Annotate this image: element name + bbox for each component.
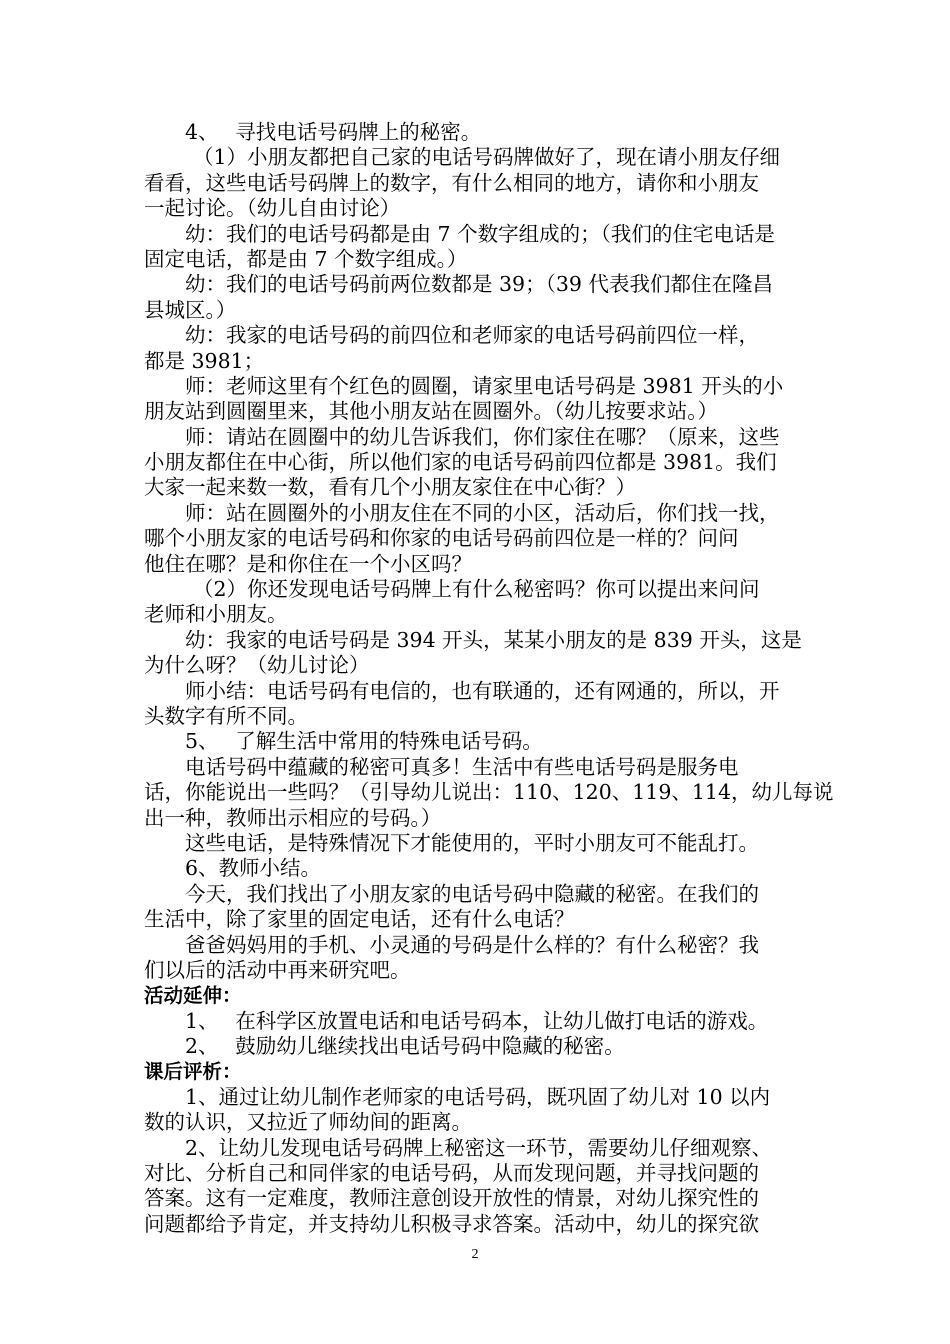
text-line: 今天，我们找出了小朋友家的电话号码中隐藏的秘密。在我们的 [185,881,759,906]
text-line: 们以后的活动中再来研究吧。 [144,957,411,982]
text-line: 县城区。） [144,297,237,322]
text-line: 答案。这有一定难度，教师注意创设开放性的情景，对幼儿探究性的 [144,1186,759,1211]
text-line: （2）你还发现电话号码牌上有什么秘密吗？你可以提出来问问 [193,577,760,602]
document-body [144,120,834,1237]
text-line: 幼：我家的电话号码是 394 开头，某某小朋友的是 839 开头，这是 [185,627,802,652]
text-line: 1、通过让幼儿制作老师家的电话号码，既巩固了幼儿对 10 以内 [185,1084,771,1109]
text-line: 看看，这些电话号码牌上的数字，有什么相同的地方，请你和小朋友 [144,170,759,195]
text-line: 生活中，除了家里的固定电话，还有什么电话？ [144,907,575,932]
section-heading: 课后评析： [144,1060,242,1084]
text-line: 为什么呀？（幼儿讨论） [144,653,370,678]
text-line: 哪个小朋友家的电话号码和你家的电话号码前四位是一样的？问问 [144,526,739,551]
text-line: 爸爸妈妈用的手机、小灵通的号码是什么样的？有什么秘密？我 [185,932,759,957]
text-line: （1）小朋友都把自己家的电话号码牌做好了，现在请小朋友仔细 [193,145,781,170]
text-line: 数的认识，又拉近了师幼间的距离。 [144,1110,472,1135]
text-line: 电话号码中蕴藏的秘密可真多！生活中有些电话号码是服务电 [185,754,739,779]
text-line: 5、 了解生活中常用的特殊电话号码。 [185,729,543,754]
text-line: 师小结：电话号码有电信的，也有联通的，还有网通的，所以，开 [185,678,780,703]
text-line: 出一种，教师出示相应的号码。） [144,805,442,830]
text-line: 话，你能说出一些吗？（引导幼儿说出：110、120、119、114，幼儿每说 [144,780,834,805]
text-line: 6、教师小结。 [185,856,322,881]
text-line: 问题都给予肯定，并支持幼儿积极寻求答案。活动中，幼儿的探究欲 [144,1211,759,1236]
text-line: 朋友站到圆圈里来，其他小朋友站在圆圈外。（幼儿按要求站。） [144,399,718,424]
text-line: 幼：我家的电话号码的前四位和老师家的电话号码前四位一样， [185,323,759,348]
text-line: 小朋友都住在中心街，所以他们家的电话号码前四位都是 3981。我们 [144,450,777,475]
text-line: 师：站在圆圈外的小朋友住在不同的小区，活动后，你们找一找， [185,500,780,525]
text-line: 老师和小朋友。 [144,602,288,627]
text-line: 幼：我们的电话号码都是由 7 个数字组成的；（我们的住宅电话是 [185,221,775,246]
text-line: 大家一起来数一数，看有几个小朋友家住在中心街？） [144,475,636,500]
text-line: 师：老师这里有个红色的圆圈，请家里电话号码是 3981 开头的小 [185,373,784,398]
text-line: 2、 鼓励幼儿继续找出电话号码中隐藏的秘密。 [185,1034,625,1059]
text-line: 都是 3981； [144,348,265,373]
text-line: 4、 寻找电话号码牌上的秘密。 [185,120,482,144]
text-line: 这些电话，是特殊情况下才能使用的，平时小朋友可不能乱打。 [185,830,759,855]
section-heading: 活动延伸： [144,984,242,1008]
text-line: 固定电话，都是由 7 个数字组成。） [144,246,468,271]
text-line: 他住在哪？是和你住在一个小区吗？ [144,551,472,576]
text-line: 一起讨论。（幼儿自由讨论） [144,196,401,221]
text-line: 1、 在科学区放置电话和电话号码本，让幼儿做打电话的游戏。 [185,1008,769,1033]
text-line: 师：请站在圆圈中的幼儿告诉我们，你们家住在哪？（原来，这些 [185,424,780,449]
page-number: 2 [471,1247,479,1262]
text-line: 对比、分析自己和同伴家的电话号码，从而发现问题，并寻找问题的 [144,1161,759,1186]
text-line: 2、让幼儿发现电话号码牌上秘密这一环节，需要幼儿仔细观察、 [185,1135,773,1160]
text-line: 幼：我们的电话号码前两位数都是 39；（39 代表我们都住在隆昌 [185,272,773,297]
text-line: 头数字有所不同。 [144,703,308,728]
